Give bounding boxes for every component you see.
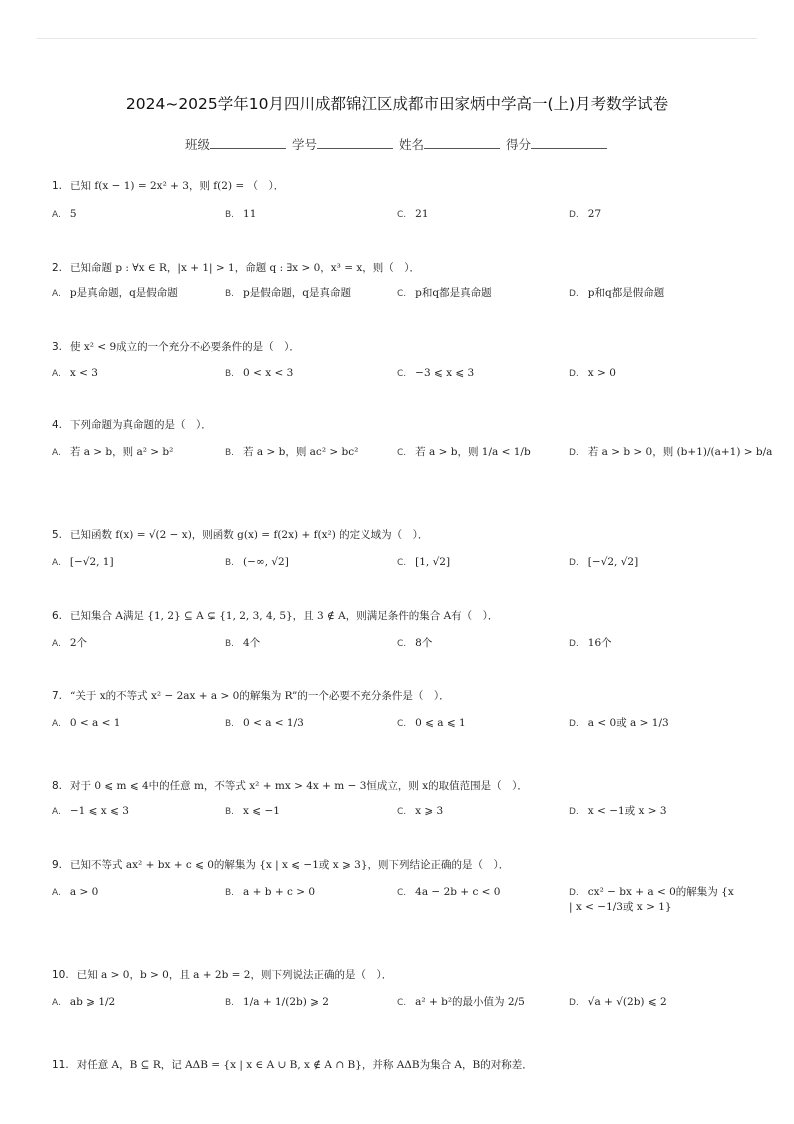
question-11: 11. 对任意 A，B ⊆ R，记 AΔB = {x | x ∈ A ∪ B, x ∉ A ∩ B}，并称 AΔB为集合 A，B的对称差． (52, 1059, 533, 1071)
option-1c[interactable]: C. 21 (397, 208, 429, 220)
question-stem: 已知集合 A满足 {1, 2} ⊆ A ⊊ {1, 2, 3, 4, 5}，且 3 ∉ A，则满足条件的集合 A有（ ）． (70, 610, 499, 622)
option-1a[interactable]: A. 5 (52, 208, 77, 220)
question-stem: 使 x² < 9成立的一个充分不必要条件的是（ ）． (70, 341, 300, 353)
option-10d[interactable]: D. √a + √(2b) ⩽ 2 (569, 996, 667, 1008)
option-1d[interactable]: D. 27 (569, 208, 602, 220)
option-1b[interactable]: B. 11 (225, 208, 257, 220)
exam-title: 2024~2025学年10月四川成都锦江区成都市田家炳中学高一(上)月考数学试卷 (125, 95, 669, 113)
question-stem: 已知不等式 ax² + bx + c ⩽ 0的解集为 {x | x ⩽ −1或 x ⩾ 3}，则下列结论正确的是（ ）． (70, 859, 510, 871)
option-9c[interactable]: C. 4a − 2b + c < 0 (397, 886, 501, 898)
option-2b[interactable]: B. p是假命题，q是真命题 (225, 287, 351, 299)
option-10b[interactable]: B. 1/a + 1/(2b) ⩾ 2 (225, 996, 329, 1008)
question-9: 9. 已知不等式 ax² + bx + c ⩽ 0的解集为 {x | x ⩽ −1或 x ⩾ 3}，则下列结论正确的是（ ）． (52, 859, 510, 871)
option-9a[interactable]: A. a > 0 (52, 886, 99, 898)
option-6a[interactable]: A. 2个 (52, 637, 88, 649)
option-7b[interactable]: B. 0 < a < 1/3 (225, 717, 304, 729)
option-2a[interactable]: A. p是真命题，q是假命题 (52, 287, 178, 299)
option-7c[interactable]: C. 0 ⩽ a ⩽ 1 (397, 717, 466, 729)
option-2c[interactable]: C. p和q都是真命题 (397, 287, 492, 299)
option-5c[interactable]: C. [1, √2] (397, 556, 451, 568)
option-3a[interactable]: A. x < 3 (52, 367, 98, 379)
option-3c[interactable]: C. −3 ⩽ x ⩽ 3 (397, 367, 475, 379)
option-4c[interactable]: C. 若 a > b，则 1/a < 1/b (397, 446, 531, 458)
question-2: 2. 已知命题 p : ∀x ∈ R，|x + 1| > 1，命题 q : ∃x > 0，x³ = x，则（ ）． (52, 262, 421, 274)
option-8b[interactable]: B. x ⩽ −1 (225, 805, 280, 817)
header-divider (37, 38, 757, 39)
question-stem: 已知 a > 0，b > 0，且 a + 2b = 2，则下列说法正确的是（ ）． (76, 969, 393, 981)
option-6d[interactable]: D. 16个 (569, 637, 612, 649)
option-8a[interactable]: A. −1 ⩽ x ⩽ 3 (52, 805, 129, 817)
option-5d[interactable]: D. [−√2, √2] (569, 556, 639, 568)
option-7a[interactable]: A. 0 < a < 1 (52, 717, 121, 729)
question-1: 1. 已知 f(x − 1) = 2x² + 3，则 f(2) = （ ）． (52, 180, 285, 192)
question-stem: 已知函数 f(x) = √(2 − x)，则函数 g(x) = f(2x) + f(x²) 的定义域为（ ）． (70, 529, 429, 541)
option-4b[interactable]: B. 若 a > b，则 ac² > bc² (225, 446, 359, 458)
question-4: 4. 下列命题为真命题的是（ ）． (52, 419, 212, 431)
option-3d[interactable]: D. x > 0 (569, 367, 616, 379)
option-3b[interactable]: B. 0 < x < 3 (225, 367, 294, 379)
name-label: 姓名 (398, 137, 424, 152)
question-stem: 对于 0 ⩽ m ⩽ 4中的任意 m，不等式 x² + mx > 4x + m − 3恒成立，则 x的取值范围是（ ）． (70, 780, 528, 792)
student-info-line (0, 135, 794, 153)
class-label: 班级 (184, 137, 210, 152)
score-blank[interactable] (531, 136, 607, 149)
question-stem: 已知命题 p : ∀x ∈ R，|x + 1| > 1，命题 q : ∃x > 0，x³ = x，则（ ）． (70, 262, 421, 274)
option-10a[interactable]: A. ab ⩾ 1/2 (52, 996, 116, 1008)
option-6b[interactable]: B. 4个 (225, 637, 261, 649)
option-8c[interactable]: C. x ⩾ 3 (397, 805, 444, 817)
option-4a[interactable]: A. 若 a > b，则 a² > b² (52, 446, 174, 458)
number-label: 学号 (291, 137, 317, 152)
class-blank[interactable] (210, 136, 286, 149)
score-label: 得分 (505, 137, 531, 152)
option-7d[interactable]: D. a < 0或 a > 1/3 (569, 717, 669, 729)
option-8d[interactable]: D. x < −1或 x > 3 (569, 805, 667, 817)
option-9d[interactable]: D. cx² − bx + a < 0的解集为 {x | x < −1/3或 x > 1} (569, 886, 734, 913)
option-5a[interactable]: A. [−√2, 1] (52, 556, 114, 568)
question-10: 10. 已知 a > 0，b > 0，且 a + 2b = 2，则下列说法正确的是（ ）． (52, 969, 393, 981)
option-10c[interactable]: C. a² + b²的最小值为 2/5 (397, 996, 525, 1008)
name-blank[interactable] (424, 136, 500, 149)
option-4d[interactable]: D. 若 a > b > 0，则 (b+1)/(a+1) > b/a (569, 446, 773, 458)
question-stem: “关于 x的不等式 x² − 2ax + a > 0的解集为 R”的一个必要不充分条件是（ ）． (70, 690, 450, 702)
question-6: 6. 已知集合 A满足 {1, 2} ⊆ A ⊊ {1, 2, 3, 4, 5}，且 3 ∉ A，则满足条件的集合 A有（ ）． (52, 610, 499, 622)
option-2d[interactable]: D. p和q都是假命题 (569, 287, 665, 299)
question-3: 3. 使 x² < 9成立的一个充分不必要条件的是（ ）． (52, 341, 300, 353)
option-6c[interactable]: C. 8个 (397, 637, 433, 649)
question-8: 8. 对于 0 ⩽ m ⩽ 4中的任意 m，不等式 x² + mx > 4x + m − 3恒成立，则 x的取值范围是（ ）． (52, 780, 528, 792)
question-5: 5. 已知函数 f(x) = √(2 − x)，则函数 g(x) = f(2x) + f(x²) 的定义域为（ ）． (52, 529, 429, 541)
question-stem: 对任意 A，B ⊆ R，记 AΔB = {x | x ∈ A ∪ B, x ∉ A ∩ B}，并称 AΔB为集合 A，B的对称差． (76, 1059, 533, 1071)
question-7: 7. “关于 x的不等式 x² − 2ax + a > 0的解集为 R”的一个必要不充分条件是（ ）． (52, 690, 450, 702)
number-blank[interactable] (317, 136, 393, 149)
question-stem: 已知 f(x − 1) = 2x² + 3，则 f(2) = （ ）． (70, 180, 285, 192)
option-9b[interactable]: B. a + b + c > 0 (225, 886, 316, 898)
option-5b[interactable]: B. (−∞, √2] (225, 556, 289, 568)
question-stem: 下列命题为真命题的是（ ）． (70, 419, 212, 431)
